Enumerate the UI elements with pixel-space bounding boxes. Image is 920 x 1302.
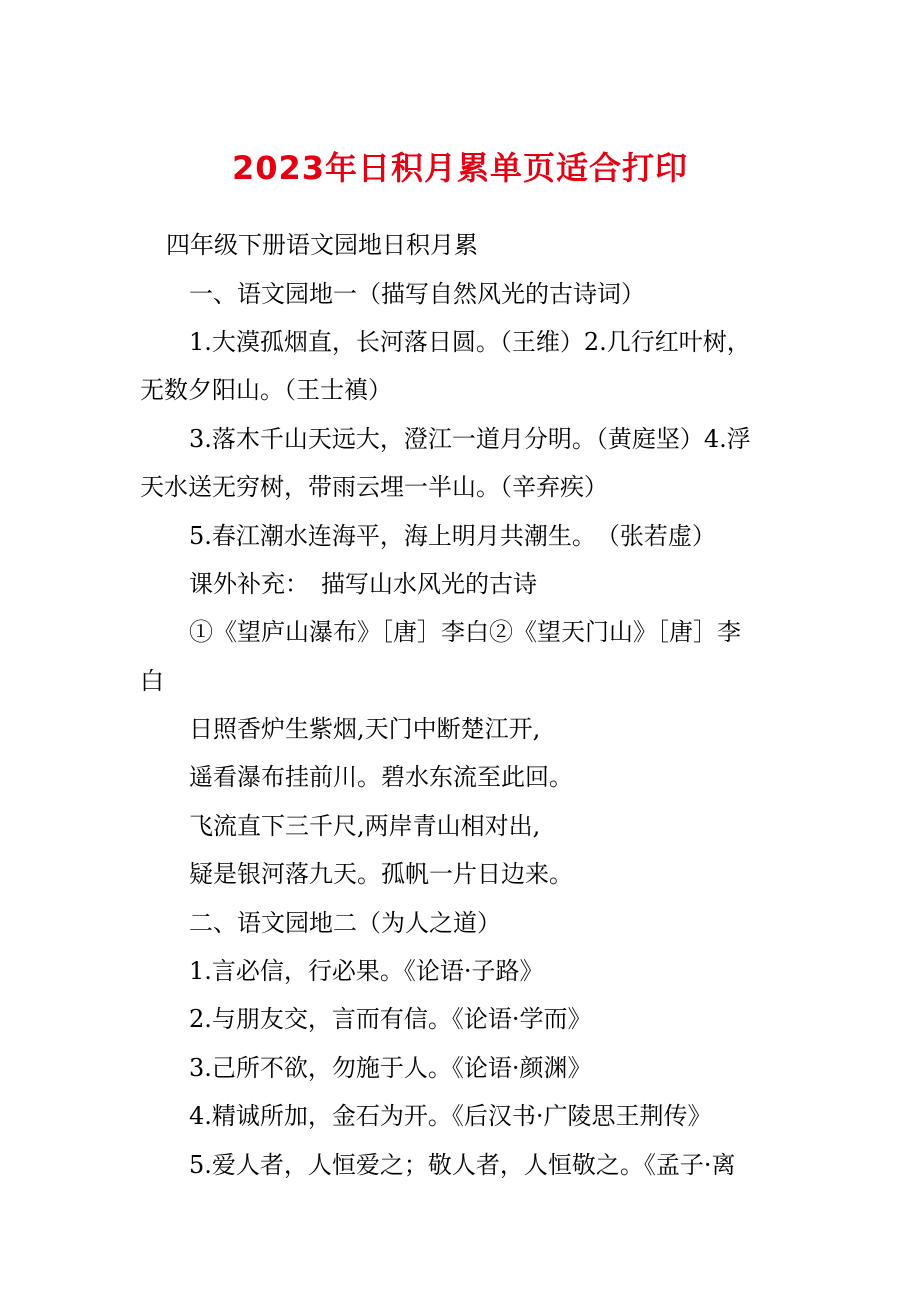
text-line: 1.言必信，行必果。《论语·子路》 [189,957,544,985]
poem-line: 日照香炉生紫烟,天门中断楚江开, [189,715,541,743]
text-line: 3.己所不欲，勿施于人。《论语·颜渊》 [189,1054,592,1082]
section-heading: 二、语文园地二（为人之道） [189,909,501,937]
text-line: 4.精诚所加，金石为开。《后汉书·广陵思王荆传》 [189,1102,712,1130]
text-line: 3.落木千山天远大，澄江一道月分明。（黄庭坚）4.浮 [189,425,751,453]
poem-line: 飞流直下三千尺,两岸青山相对出, [189,812,541,840]
text-line: 1.大漠孤烟直，长河落日圆。（王维）2.几行红叶树， [189,328,751,356]
section-heading: 一、语文园地一（描写自然风光的古诗词） [189,280,645,308]
text-line: 课外补充： 描写山水风光的古诗 [189,570,537,598]
page-title: 2023年日积月累单页适合打印 [231,149,689,187]
text-line: 白 [140,667,164,695]
text-line: 5.爱人者，人恒爱之；敬人者，人恒敬之。《孟子·离 [189,1151,736,1179]
text-line: ①《望庐山瀑布》［唐］李白②《望天门山》［唐］李 [189,618,741,646]
text-line: 2.与朋友交，言而有信。《论语·学而》 [189,1005,592,1033]
text-line: 无数夕阳山。（王士禛） [140,376,392,404]
text-line: 天水送无穷树，带雨云埋一半山。（辛弃疾） [140,473,608,501]
poem-line: 遥看瀑布挂前川。碧水东流至此回。 [189,763,573,791]
text-line: 5.春江潮水连海平，海上明月共潮生。 （张若虚） [189,522,716,550]
poem-line: 疑是银河落九天。孤帆一片日边来。 [189,860,573,888]
section-heading: 四年级下册语文园地日积月累 [166,231,478,259]
